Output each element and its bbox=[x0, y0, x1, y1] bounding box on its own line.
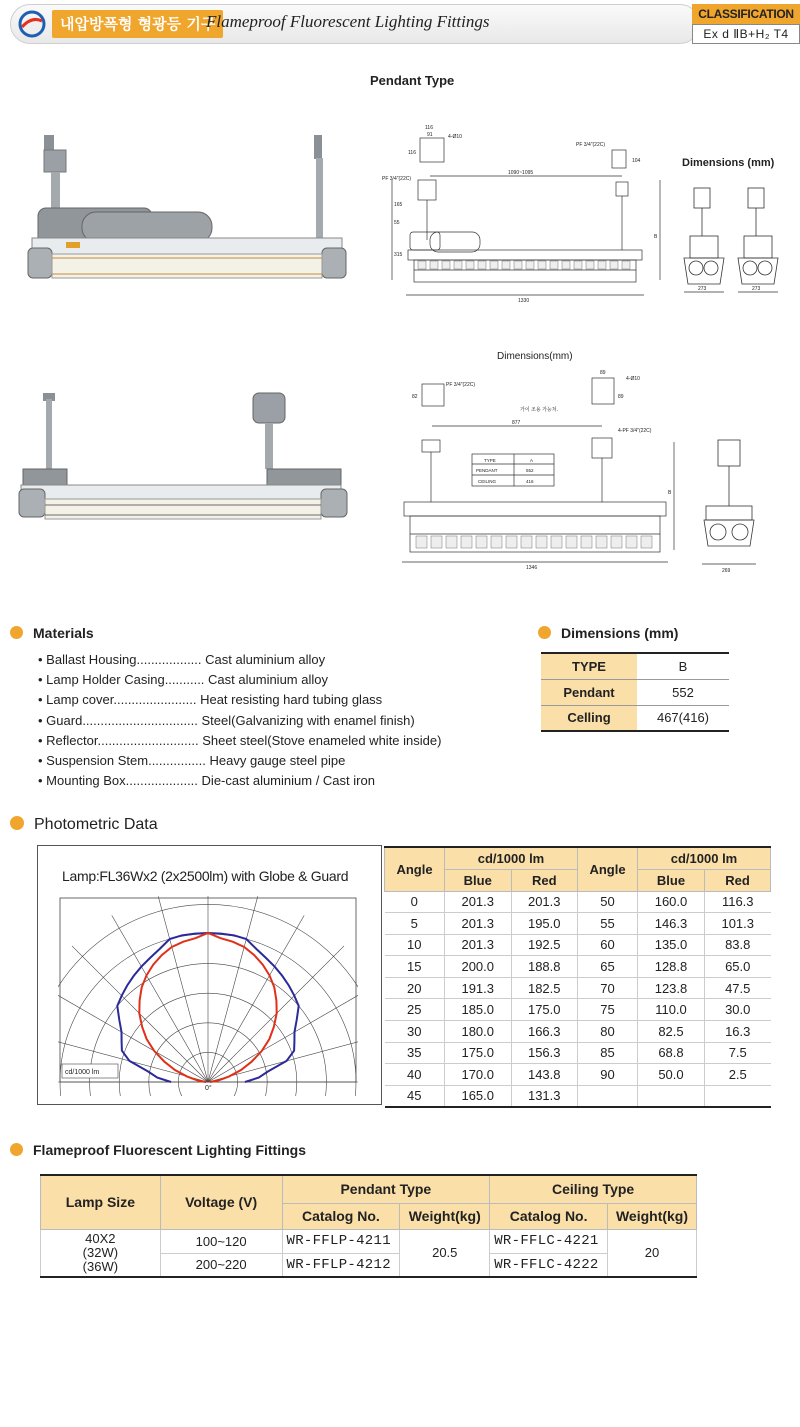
pendant-dim-label: 116 bbox=[425, 125, 433, 131]
table-cell: 68.8 bbox=[638, 1042, 705, 1064]
table-cell: 192.5 bbox=[511, 934, 578, 956]
polar-light-distribution-chart bbox=[58, 896, 358, 1096]
table-cell: 201.3 bbox=[445, 913, 512, 935]
photometric-title: Photometric Data bbox=[34, 816, 158, 833]
table-cell bbox=[578, 1085, 638, 1107]
pendant-dimension-drawing bbox=[380, 120, 680, 310]
list-item: • Lamp cover....................... Heat resisting hard tubing glass bbox=[38, 692, 383, 708]
table-cell: 55 bbox=[578, 913, 638, 935]
table-cell: 90 bbox=[578, 1064, 638, 1086]
table-cell: 45 bbox=[385, 1085, 445, 1107]
ceiling-dim-label: 1346 bbox=[526, 565, 538, 571]
table-cell: 0 bbox=[385, 891, 445, 913]
fittings-table bbox=[40, 1174, 697, 1278]
ceiling-dim-label: 89 bbox=[600, 370, 606, 376]
pendant-side-views bbox=[678, 180, 790, 300]
catalog-number: WR-FFLC-4221 bbox=[490, 1229, 608, 1253]
polar-grid-spoke bbox=[208, 896, 258, 1082]
ceiling-dim-label: 4-Ø10 bbox=[626, 376, 640, 382]
pendant-dim-label: 273 bbox=[752, 286, 761, 292]
catalog-number: WR-FFLC-4222 bbox=[490, 1253, 608, 1277]
ceiling-type-table-cell: A bbox=[530, 458, 534, 463]
classification-value: Ex d ⅡB+H₂ T4 bbox=[692, 24, 800, 44]
table-cell: 75 bbox=[578, 999, 638, 1021]
materials-list bbox=[38, 650, 441, 791]
table-row bbox=[385, 891, 771, 913]
table-cell: 15 bbox=[385, 956, 445, 978]
table-cell: 116.3 bbox=[704, 891, 770, 913]
ceiling-dim-label: B bbox=[668, 490, 672, 496]
ceiling-dim-label: 89 bbox=[618, 394, 624, 400]
ceiling-type-table-cell: CEILING bbox=[478, 479, 497, 484]
table-cell: 70 bbox=[578, 977, 638, 999]
table-cell: 180.0 bbox=[445, 1021, 512, 1043]
pendant-dim-label: 104 bbox=[632, 158, 641, 164]
pendant-dim-label: 91 bbox=[427, 132, 433, 138]
pendant-fixture-photo bbox=[22, 130, 352, 290]
polar-grid-spoke bbox=[208, 1032, 358, 1082]
list-item: • Ballast Housing.................. Cast aluminium alloy bbox=[38, 652, 326, 667]
table-cell: 170.0 bbox=[445, 1064, 512, 1086]
table-cell: 166.3 bbox=[511, 1021, 578, 1043]
ceiling-dim-label: 269 bbox=[722, 568, 731, 574]
ceiling-dim-label: 가이 조용 가능처. bbox=[520, 407, 558, 413]
table-row bbox=[385, 1064, 771, 1086]
pendant-dim-label: PF 3/4"(22C) bbox=[576, 142, 606, 148]
table-cell: 60 bbox=[578, 934, 638, 956]
table-cell: 65 bbox=[578, 956, 638, 978]
bullet-dot-icon bbox=[10, 1143, 23, 1156]
table-cell: 128.8 bbox=[638, 956, 705, 978]
ceiling-dim-label: 877 bbox=[512, 420, 521, 426]
table-cell: 201.3 bbox=[445, 891, 512, 913]
list-item: • Lamp Holder Casing........... Cast aluminium alloy bbox=[38, 672, 328, 688]
table-cell: 16.3 bbox=[704, 1021, 770, 1043]
materials-heading bbox=[10, 625, 94, 641]
table-cell: 123.8 bbox=[638, 977, 705, 999]
table-cell: 143.8 bbox=[511, 1064, 578, 1086]
table-cell: 7.5 bbox=[704, 1042, 770, 1064]
table-cell: 85 bbox=[578, 1042, 638, 1064]
table-cell bbox=[638, 1085, 705, 1107]
table-row bbox=[385, 1042, 771, 1064]
pendant-dim-label: 4-Ø10 bbox=[448, 134, 462, 140]
table-cell: 200.0 bbox=[445, 956, 512, 978]
materials-title: Materials bbox=[33, 625, 94, 641]
list-item: • Mounting Box.................... Die-cast aluminium / Cast iron bbox=[38, 773, 375, 789]
table-cell: 50.0 bbox=[638, 1064, 705, 1086]
pendant-dim-label: PF 3/4"(22C) bbox=[382, 176, 412, 182]
company-logo-icon bbox=[18, 10, 46, 38]
pendant-type-title: Pendant Type bbox=[370, 73, 455, 88]
ceiling-fixture-photo bbox=[15, 385, 355, 525]
table-cell: 47.5 bbox=[704, 977, 770, 999]
table-cell: 156.3 bbox=[511, 1042, 578, 1064]
table-cell: 175.0 bbox=[511, 999, 578, 1021]
ceiling-type-table-cell: 416 bbox=[526, 479, 534, 484]
photometric-heading bbox=[10, 816, 158, 834]
polar-unit-label: cd/1000 lm bbox=[65, 1069, 100, 1076]
table-cell: 201.3 bbox=[511, 891, 578, 913]
table-cell: 191.3 bbox=[445, 977, 512, 999]
table-cell: 101.3 bbox=[704, 913, 770, 935]
bullet-dot-icon bbox=[10, 626, 23, 639]
pendant-dimensions-label: Dimensions (mm) bbox=[682, 157, 775, 169]
table-cell: 2.5 bbox=[704, 1064, 770, 1086]
ceiling-dim-label: 82 bbox=[412, 394, 418, 400]
dimensions-table bbox=[541, 652, 729, 732]
ceiling-side-view bbox=[698, 436, 764, 576]
ceiling-dimensions-label: Dimensions(mm) bbox=[497, 351, 573, 362]
table-cell: 20 bbox=[385, 977, 445, 999]
lamp-description: Lamp:FL36Wx2 (2x2500lm) with Globe & Guard bbox=[62, 868, 349, 884]
catalog-number: WR-FFLP-4212 bbox=[282, 1253, 400, 1277]
pendant-dim-label: 273 bbox=[698, 286, 707, 292]
table-cell: 35 bbox=[385, 1042, 445, 1064]
table-cell: 40 bbox=[385, 1064, 445, 1086]
pendant-dim-label: 55 bbox=[394, 220, 400, 226]
fittings-heading bbox=[10, 1142, 306, 1158]
ceiling-type-table-cell: TYPE bbox=[484, 458, 496, 463]
pendant-dim-label: 165 bbox=[394, 202, 403, 208]
table-cell: 5 bbox=[385, 913, 445, 935]
table-cell: 80 bbox=[578, 1021, 638, 1043]
table-cell: 165.0 bbox=[445, 1085, 512, 1107]
lamp-size-cell: 40X2 (32W) (36W) bbox=[41, 1229, 161, 1277]
table-cell: 30.0 bbox=[704, 999, 770, 1021]
pendant-dim-label: 1090~1095 bbox=[508, 170, 534, 176]
table-row: 200~220 WR-FFLP-4212 WR-FFLC-4222 bbox=[41, 1253, 697, 1277]
table-cell bbox=[704, 1085, 770, 1107]
list-item: • Guard................................ Steel(Galvanizing with enamel finish) bbox=[38, 712, 415, 728]
table-cell: 175.0 bbox=[445, 1042, 512, 1064]
pendant-dim-label: 315 bbox=[394, 252, 403, 258]
table-cell: 83.8 bbox=[704, 934, 770, 956]
header-title-korean: 내압방폭형 형광등 기구 bbox=[52, 10, 223, 38]
table-cell: 188.8 bbox=[511, 956, 578, 978]
table-row: Pendant 552 bbox=[541, 679, 729, 705]
table-row bbox=[385, 913, 771, 935]
table-header-row: Blue Red Blue Red bbox=[385, 869, 771, 891]
photometric-table bbox=[384, 846, 771, 1108]
table-cell: 160.0 bbox=[638, 891, 705, 913]
table-header-row: Lamp Size Voltage (V) Pendant Type Ceiling Type bbox=[41, 1175, 697, 1203]
table-cell: 25 bbox=[385, 999, 445, 1021]
table-cell: 135.0 bbox=[638, 934, 705, 956]
pendant-dim-label: 1330 bbox=[518, 298, 530, 304]
bullet-dot-icon bbox=[538, 626, 551, 639]
ceiling-type-table-cell: PENDANT bbox=[476, 468, 498, 473]
ceiling-dim-label: PF 3/4"(22C) bbox=[446, 382, 476, 388]
polar-zero-label: 0° bbox=[205, 1085, 212, 1092]
table-header-row: Catalog No. Weight(kg) Catalog No. Weight(kg) bbox=[41, 1203, 697, 1229]
table-header-row: Angle cd/1000 lm Angle cd/1000 lm bbox=[385, 847, 771, 869]
table-row bbox=[385, 934, 771, 956]
ceiling-type-table-cell: 552 bbox=[526, 468, 534, 473]
page-header bbox=[10, 4, 800, 44]
table-row bbox=[385, 977, 771, 999]
header-title-english: Flameproof Fluorescent Lighting Fittings bbox=[206, 12, 490, 31]
table-row: Celling 467(416) bbox=[541, 705, 729, 731]
ceiling-dimension-drawing bbox=[396, 362, 686, 572]
dimensions-heading bbox=[538, 625, 678, 641]
table-row bbox=[385, 999, 771, 1021]
table-cell: 82.5 bbox=[638, 1021, 705, 1043]
table-row bbox=[385, 956, 771, 978]
ceiling-dim-label: 4-PF 3/4"(22C) bbox=[618, 428, 652, 434]
classification-label: CLASSIFICATION bbox=[692, 4, 800, 24]
table-cell: 110.0 bbox=[638, 999, 705, 1021]
table-row bbox=[385, 1085, 771, 1107]
table-cell: 185.0 bbox=[445, 999, 512, 1021]
table-cell: 146.3 bbox=[638, 913, 705, 935]
list-item: • Reflector............................ Sheet steel(Stove enameled white inside) bbox=[38, 732, 442, 748]
table-cell: 195.0 bbox=[511, 913, 578, 935]
bullet-dot-icon bbox=[10, 816, 24, 830]
fittings-title: Flameproof Fluorescent Lighting Fittings bbox=[33, 1142, 306, 1158]
table-cell: 182.5 bbox=[511, 977, 578, 999]
dimensions-title: Dimensions (mm) bbox=[561, 625, 679, 641]
polar-diagram-box bbox=[37, 845, 382, 1105]
table-cell: 50 bbox=[578, 891, 638, 913]
list-item: • Suspension Stem................ Heavy gauge steel pipe bbox=[38, 753, 346, 769]
table-cell: 10 bbox=[385, 934, 445, 956]
table-cell: 131.3 bbox=[511, 1085, 578, 1107]
table-row: 40X2 (32W) (36W) 100~120 WR-FFLP-4211 20.5 WR-FFLC-4221 20 bbox=[41, 1229, 697, 1253]
table-cell: 201.3 bbox=[445, 934, 512, 956]
table-cell: 65.0 bbox=[704, 956, 770, 978]
pendant-dim-label: 116 bbox=[408, 150, 416, 156]
table-row bbox=[385, 1021, 771, 1043]
polar-grid-spoke bbox=[158, 896, 208, 1082]
pendant-dim-label: B bbox=[654, 234, 658, 240]
classification-badge bbox=[692, 4, 800, 44]
table-cell: 30 bbox=[385, 1021, 445, 1043]
catalog-number: WR-FFLP-4211 bbox=[282, 1229, 400, 1253]
table-row: TYPE B bbox=[541, 653, 729, 679]
